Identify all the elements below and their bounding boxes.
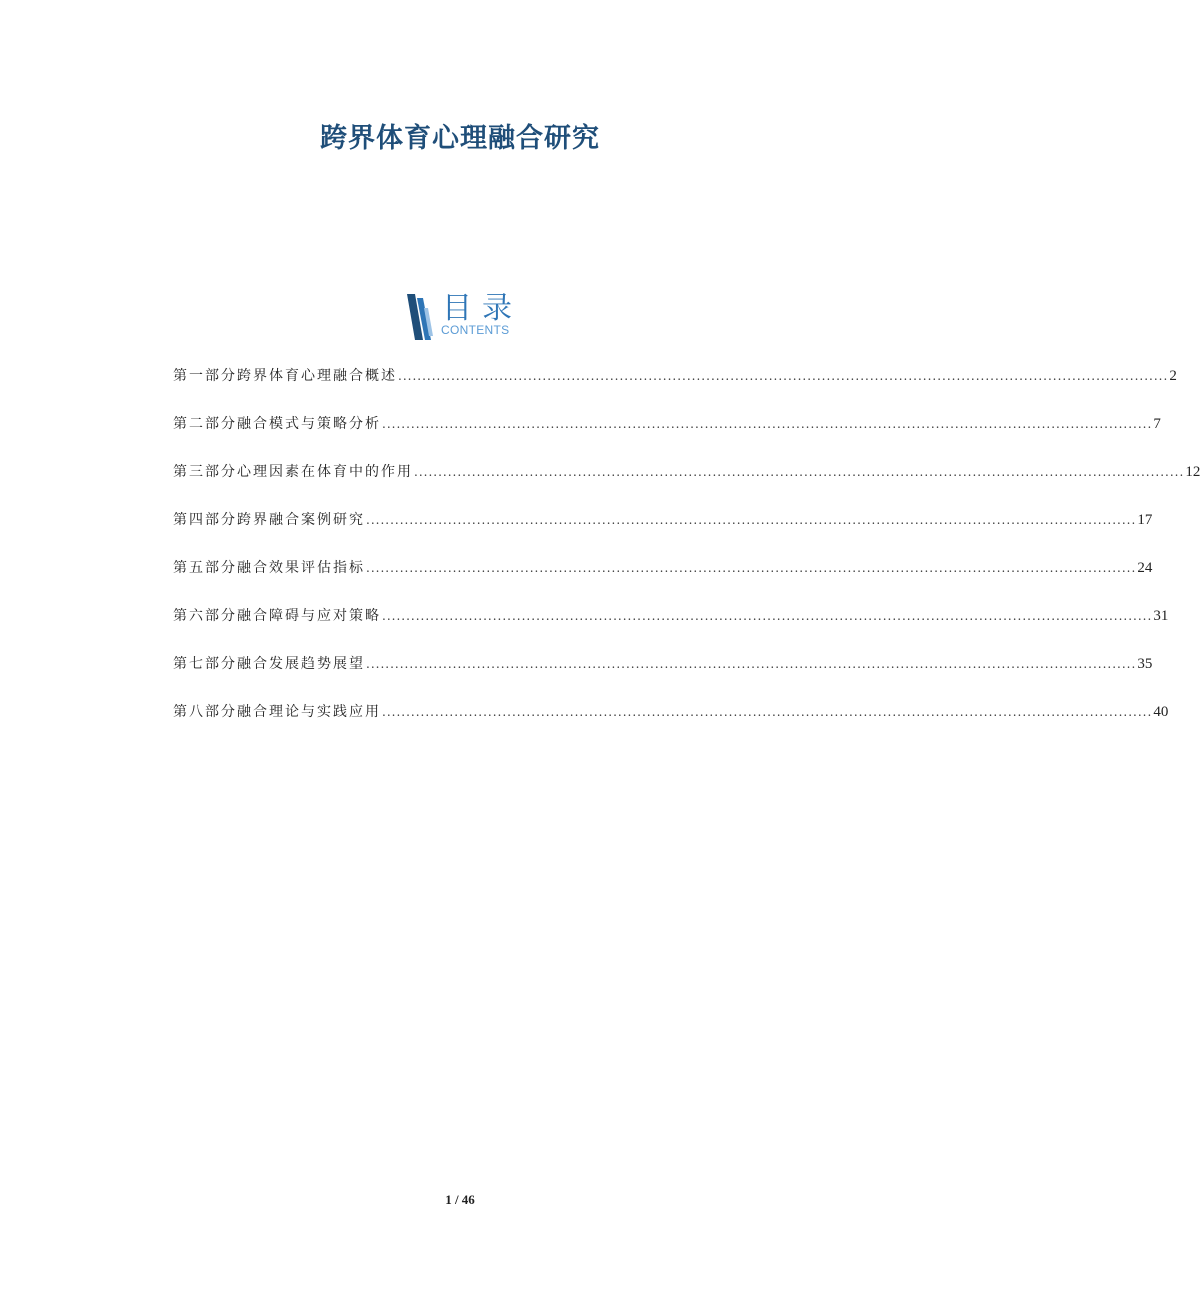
toc-page-number: 35 (1137, 656, 1153, 672)
toc-page-number: 17 (1137, 512, 1153, 528)
toc-entry-title: 跨界体育心理融合概述 (237, 368, 397, 384)
toc-page-number: 7 (1153, 416, 1161, 432)
toc-entry-title: 融合障碍与应对策略 (237, 608, 381, 624)
toc-leader-dots: ................................................................................................................................................................ (366, 561, 1137, 575)
toc-entry-title: 融合模式与策略分析 (237, 416, 381, 432)
table-of-contents (173, 364, 1200, 748)
toc-part-number: 第三部分 (173, 464, 237, 480)
toc-leader-dots: ................................................................................................................................................................ (382, 417, 1153, 431)
toc-entry[interactable] (173, 652, 1153, 700)
toc-leader-dots: ................................................................................................................................................................ (382, 609, 1153, 623)
toc-title: 目录 (442, 291, 522, 326)
toc-entry-title: 融合理论与实践应用 (237, 704, 381, 720)
toc-entry[interactable] (173, 508, 1153, 556)
toc-entry[interactable] (173, 556, 1153, 604)
toc-entry[interactable] (173, 604, 1169, 652)
toc-entry-title: 融合效果评估指标 (237, 560, 365, 576)
toc-page-number: 24 (1137, 560, 1153, 576)
toc-leader-dots: ................................................................................................................................................................ (414, 465, 1185, 479)
toc-part-number: 第八部分 (173, 704, 237, 720)
toc-leader-dots: ................................................................................................................................................................ (366, 657, 1137, 671)
toc-entry-title: 心理因素在体育中的作用 (237, 464, 413, 480)
toc-header (406, 292, 546, 342)
toc-entry[interactable] (173, 412, 1161, 460)
toc-entry[interactable] (173, 700, 1169, 748)
toc-part-number: 第五部分 (173, 560, 237, 576)
toc-part-number: 第四部分 (173, 512, 237, 528)
toc-page-number: 12 (1185, 464, 1200, 480)
toc-page-number: 40 (1153, 704, 1169, 720)
toc-leader-dots: ................................................................................................................................................................ (398, 369, 1169, 383)
toc-entry[interactable] (173, 460, 1200, 508)
toc-entry-title: 融合发展趋势展望 (237, 656, 365, 672)
toc-part-number: 第七部分 (173, 656, 237, 672)
toc-entry-title: 跨界融合案例研究 (237, 512, 365, 528)
page-indicator: 1 / 46 (445, 1192, 475, 1207)
blue-slanted-bars-icon (406, 294, 434, 340)
toc-part-number: 第二部分 (173, 416, 237, 432)
toc-part-number: 第一部分 (173, 368, 237, 384)
toc-page-number: 31 (1153, 608, 1169, 624)
toc-part-number: 第六部分 (173, 608, 237, 624)
toc-entry[interactable] (173, 364, 1177, 412)
toc-leader-dots: ................................................................................................................................................................ (366, 513, 1137, 527)
document-title: 跨界体育心理融合研究 (320, 123, 600, 154)
toc-leader-dots: ................................................................................................................................................................ (382, 705, 1153, 719)
toc-page-number: 2 (1169, 368, 1177, 384)
toc-subtitle: CONTENTS (441, 323, 510, 337)
